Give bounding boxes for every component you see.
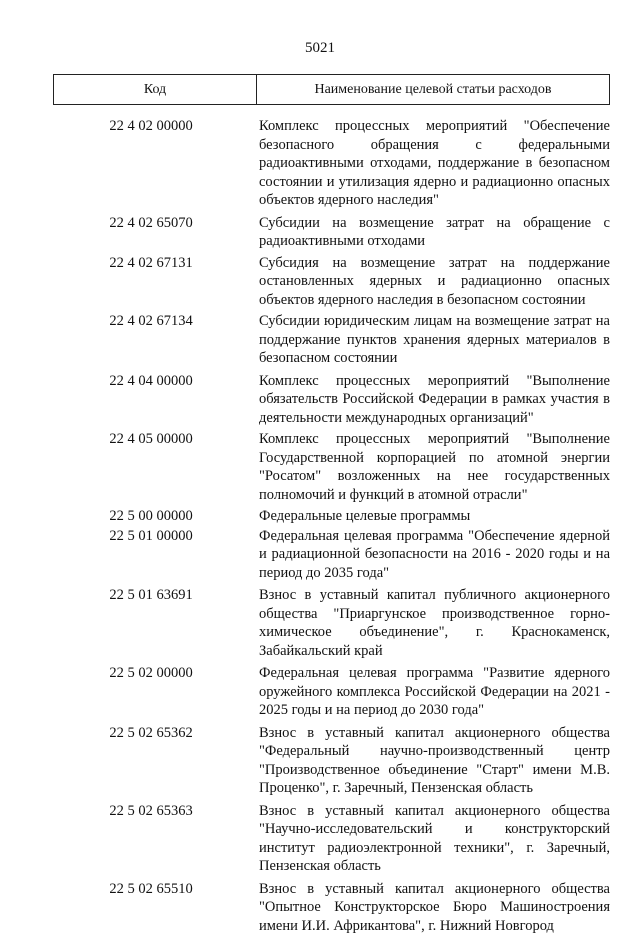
table-row bbox=[53, 527, 610, 583]
row-name: Взнос в уставный капитал акционерного общества "Научно-исследовательский и конструкторский институт радиоэлектронной техники", г. Заречный, Пензенская область bbox=[259, 802, 610, 876]
row-code: 22 5 02 00000 bbox=[53, 664, 255, 720]
table-row bbox=[53, 664, 610, 720]
row-name: Федеральные целевые программы bbox=[259, 507, 610, 526]
row-code: 22 5 01 00000 bbox=[53, 527, 255, 583]
table-row bbox=[53, 880, 610, 935]
table-row bbox=[53, 430, 610, 504]
row-name: Взнос в уставный капитал публичного акционерного общества "Приаргунское производственное горно-химическое объединение", г. Краснокаменск, Забайкальский край bbox=[259, 586, 610, 660]
row-name: Взнос в уставный капитал акционерного общества "Федеральный научно-производственный центр "Производственное объединение "Старт" имени М.В. Проценко", г. Заречный, Пензенская область bbox=[259, 724, 610, 798]
row-code: 22 4 02 00000 bbox=[53, 117, 255, 210]
row-code: 22 5 02 65510 bbox=[53, 880, 255, 935]
table-row bbox=[53, 254, 610, 310]
row-code: 22 4 04 00000 bbox=[53, 372, 255, 428]
row-name: Комплекс процессных мероприятий "Выполнение обязательств Российской Федерации в рамках участия в деятельности международных организаций" bbox=[259, 372, 610, 428]
table-row bbox=[53, 586, 610, 660]
row-code: 22 4 02 67134 bbox=[53, 312, 255, 368]
row-name: Комплекс процессных мероприятий "Выполнение Государственной корпорацией по атомной энергии "Росатом" возложенных на нее государственных полномочий и функций в атомной отрасли" bbox=[259, 430, 610, 504]
row-code: 22 5 02 65363 bbox=[53, 802, 255, 876]
table-row bbox=[53, 802, 610, 876]
column-header-name: Наименование целевой статьи расходов bbox=[257, 75, 609, 104]
row-name: Федеральная целевая программа "Развитие ядерного оружейного комплекса Российской Федерации на 2021 - 2025 годы и на период до 2030 года" bbox=[259, 664, 610, 720]
row-name: Федеральная целевая программа "Обеспечение ядерной и радиационной безопасности на 2016 - 2020 годы и на период до 2035 года" bbox=[259, 527, 610, 583]
page-number: 5021 bbox=[0, 40, 640, 57]
table-body bbox=[53, 117, 610, 935]
column-header-code: Код bbox=[54, 75, 257, 104]
table-row bbox=[53, 312, 610, 368]
table-header bbox=[53, 74, 610, 105]
row-name: Субсидии на возмещение затрат на обращение с радиоактивными отходами bbox=[259, 214, 610, 251]
row-code: 22 4 02 67131 bbox=[53, 254, 255, 310]
table-row bbox=[53, 214, 610, 251]
row-name: Субсидия на возмещение затрат на поддержание остановленных ядерных и радиационно опасных объектов ядерного наследия в безопасном состоянии bbox=[259, 254, 610, 310]
row-name: Комплекс процессных мероприятий "Обеспечение безопасного обращения с федеральными радиоактивными отходами, поддержание в безопасном состоянии и утилизация ядерно и радиационно опасных объектов ядерного наследия" bbox=[259, 117, 610, 210]
row-code: 22 5 01 63691 bbox=[53, 586, 255, 660]
row-code: 22 4 05 00000 bbox=[53, 430, 255, 504]
row-name: Взнос в уставный капитал акционерного общества "Опытное Конструкторское Бюро Машиностроения имени И.И. Африкантова", г. Нижний Новгород bbox=[259, 880, 610, 935]
table-row bbox=[53, 117, 610, 210]
row-code: 22 5 00 00000 bbox=[53, 507, 255, 526]
table-row bbox=[53, 724, 610, 798]
table-row bbox=[53, 507, 610, 526]
table-row bbox=[53, 372, 610, 428]
row-code: 22 4 02 65070 bbox=[53, 214, 255, 251]
row-name: Субсидии юридическим лицам на возмещение затрат на поддержание пунктов хранения ядерных материалов в безопасном состоянии bbox=[259, 312, 610, 368]
row-code: 22 5 02 65362 bbox=[53, 724, 255, 798]
